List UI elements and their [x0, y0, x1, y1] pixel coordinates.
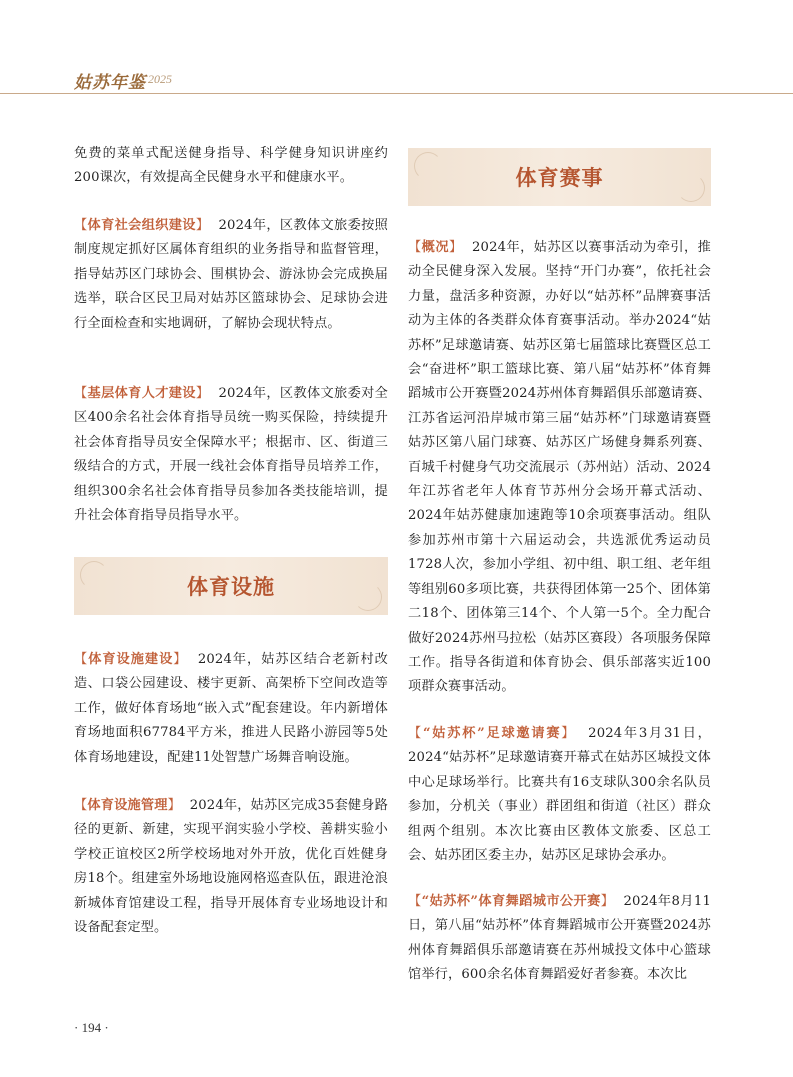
- entry-tag: “姑苏杯”体育舞蹈城市公开赛: [421, 894, 601, 909]
- section-banner-facilities: [74, 557, 388, 615]
- page-number: · 194 ·: [74, 1020, 109, 1035]
- entry-tag: 基层体育人才建设: [87, 386, 196, 401]
- header-rule: [0, 93, 793, 94]
- ornament-icon: [354, 583, 382, 611]
- paragraph-football-cup: 【“姑苏杯”足球邀请赛】 2024年3月31日，2024“姑苏杯”足球邀请赛开幕式在姑苏区城投文体中心足球场举行。比赛共有16支球队300余名队员参加，分机关（事业）群团组和街道（社区）群众组两个组别。本次比赛由区教体文旅委、区总工会、姑苏团区委主办，姑苏区足球协会承办。: [408, 726, 711, 864]
- paragraph-sports-org: 【体育社会组织建设】 2024年，区教体文旅委按照制度规定抓好区属体育组织的业务指导和监督管理，指导姑苏区门球协会、围棋协会、游泳协会完成换届选举，联合区民卫局对姑苏区篮球协会、足球协会进行全面检查和实地调研，了解协会现状特点。: [74, 218, 389, 331]
- section-title: 体育赛事: [515, 166, 604, 190]
- section-title: 体育设施: [187, 575, 275, 599]
- paragraph-facility-manage: 【体育设施管理】 2024年，姑苏区完成35套健身路径的更新、新建，实现平润实验小学校、善耕实验小学校正谊校区2所学校场地对外开放，优化百姓健身房18个。组建室外场地设施网格巡查队伍，跟进沧浪新城体育馆建设工程，指导开展体育专业场地设计和设备配套定型。: [74, 798, 389, 936]
- paragraph-facility-build: 【体育设施建设】 2024年，姑苏区结合老新村改造、口袋公园建设、楼宇更新、高架桥下空间改造等工作，做好体育场地“嵌入式”配套建设。年内新增体育场地面积67784平方米，推进人民路小游园等5处体育场地建设，配建11处智慧广场舞音响设施。: [74, 652, 388, 765]
- paragraph-intro: 免费的菜单式配送健身指导、科学健身知识讲座约200课次，有效提高全民健身水平和健康水平。: [74, 146, 388, 186]
- entry-tag: 体育社会组织建设: [87, 218, 196, 233]
- paragraph-talent: 【基层体育人才建设】 2024年，区教体文旅委对全区400余名社会体育指导员统一购买保险，持续提升社会体育指导员安全保障水平；根据市、区、街道三级结合的方式，开展一线社会体育指导员培养工作，组织300余名社会体育指导员参加各类技能培训，提升社会体育指导员指导水平。: [74, 386, 389, 524]
- ornament-icon: [414, 152, 442, 180]
- entry-tag: “姑苏杯”足球邀请赛: [422, 726, 562, 741]
- yearbook-logo: 姑苏年鉴: [74, 73, 146, 93]
- ornament-icon: [677, 174, 705, 202]
- section-banner-events: [408, 148, 711, 206]
- yearbook-year: 2025: [148, 72, 172, 86]
- entry-tag: 概况: [421, 240, 449, 255]
- entry-tag: 体育设施建设: [88, 652, 174, 667]
- ornament-icon: [80, 561, 108, 589]
- paragraph-dance-open: 【“姑苏杯”体育舞蹈城市公开赛】 2024年8月11日，第八届“姑苏杯”体育舞蹈城市公开赛暨2024苏州体育舞蹈俱乐部邀请赛在苏州城投文体中心篮球馆举行，600余名体育舞蹈爱好者参赛。本次比: [408, 894, 711, 983]
- paragraph-overview: 【概况】 2024年，姑苏区以赛事活动为牵引，推动全民健身深入发展。坚持“开门办赛”，依托社会力量，盘活多种资源，办好以“姑苏杯”品牌赛事活动为主体的各类群众体育赛事活动。举办2024“姑苏杯”足球邀请赛、姑苏区第七届篮球比赛暨区总工会“奋进杯”职工篮球比赛、第八届“姑苏杯”体育舞蹈城市公开赛暨2024苏州体育舞蹈俱乐部邀请赛、江苏省运河沿岸城市第三届“姑苏杯”门球邀请赛暨姑苏区第八届门球赛、姑苏区广场健身舞系列赛、百城千村健身气功交流展示（苏州站）活动、2024年江苏省老年人体育节苏州分会场开幕式活动、2024年姑苏健康加速跑等10余项赛事活动。组队参加苏州市第十六届运动会，共选派优秀运动员1728人次，参加小学组、初中组、职工组、老年组等组别60多项比赛，共获得团体第一25个、团体第二18个、团体第三14个、个人第一5个。全力配合做好2024苏州马拉松（姑苏区赛段）各项服务保障工作。指导各街道和体育协会、俱乐部落实近100项群众赛事活动。: [408, 240, 712, 695]
- entry-tag: 体育设施管理: [87, 798, 168, 813]
- running-header: [0, 0, 793, 94]
